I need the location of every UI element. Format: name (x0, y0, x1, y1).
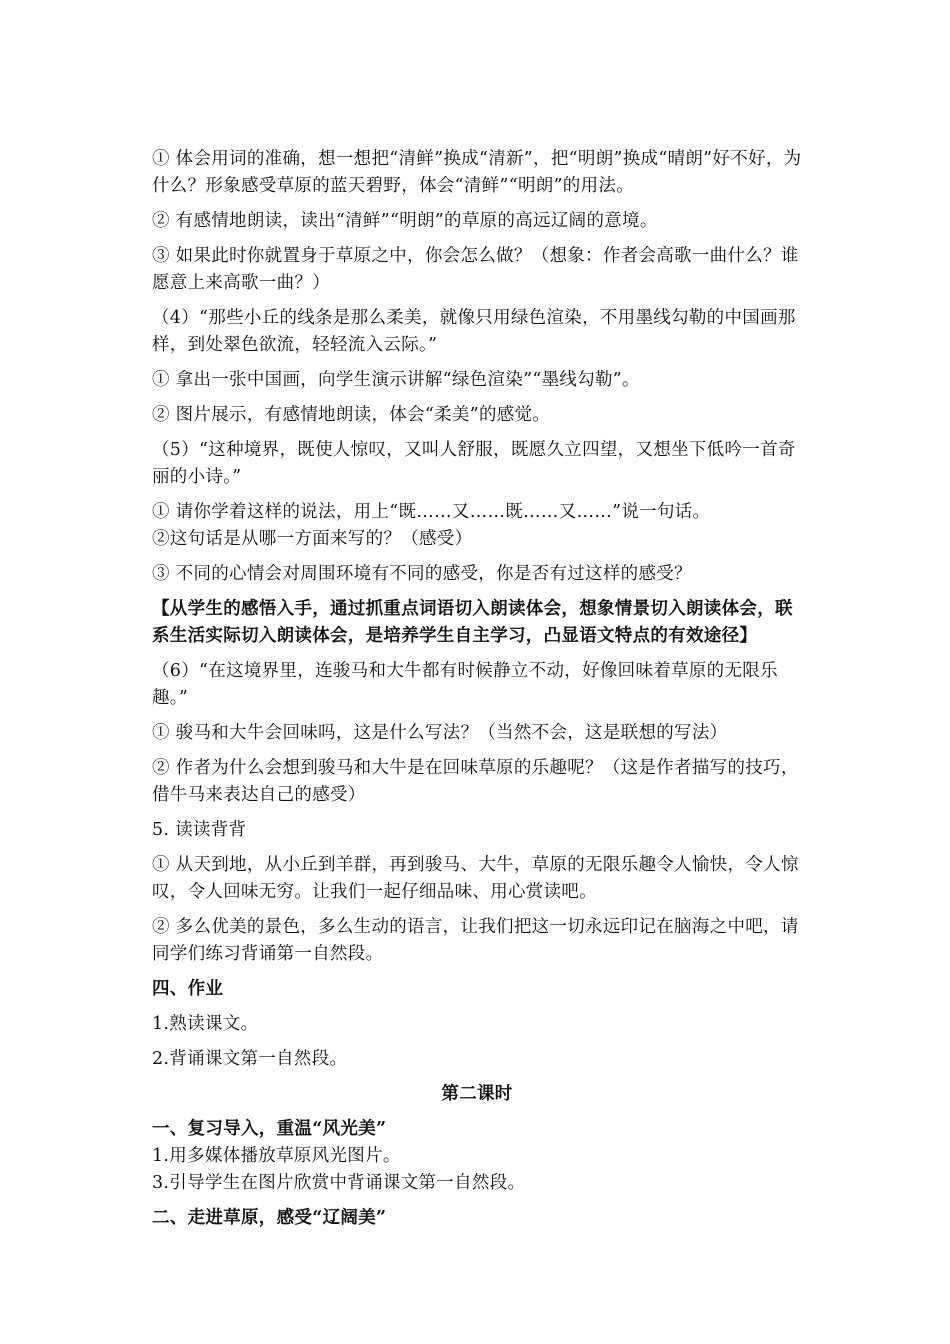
paragraph: ② 图片展示，有感情地朗读，体会“柔美”的感觉。 (152, 405, 551, 425)
paragraph: ③ 如果此时你就置身于草原之中，你会怎么做？（想象：作者会高歌一曲什么？谁愿意上来高歌一曲？） (152, 246, 799, 293)
paragraph: ③ 不同的心情会对周围环境有不同的感受，你是否有过这样的感受？ (152, 564, 692, 584)
paragraph: ① 请你学着这样的说法，用上“既……又……既……又……”说一句话。 (152, 502, 711, 522)
section-heading: 一、复习导入，重温“风光美” (152, 1119, 387, 1139)
list-item: 1.熟读课文。 (152, 1014, 259, 1034)
document-body (152, 146, 802, 1232)
paragraph: ②这句话是从哪一方面来写的？（感受） (152, 529, 473, 549)
paragraph: （6）“在这境界里，连骏马和大牛都有时候静立不动，好像回味着草原的无限乐趣。” (152, 661, 778, 708)
paragraph: （4）“那些小丘的线条是那么柔美，就像只用绿色渲染，不用墨线勾勒的中国画那样，到处翠色欲流，轻轻流入云际。” (152, 308, 796, 355)
section-heading: 四、作业 (152, 979, 224, 999)
paragraph: （5）“这种境界，既使人惊叹，又叫人舒服，既愿久立四望，又想坐下低吟一首奇丽的小诗。” (152, 440, 796, 487)
section-heading: 二、走进草原，感受“辽阔美” (152, 1208, 387, 1228)
paragraph: ① 拿出一张中国画，向学生演示讲解“绿色渲染”“墨线勾勒”。 (152, 370, 640, 390)
paragraph: ① 体会用词的准确，想一想把“清鲜”换成“清新”，把“明朗”换成“晴朗”好不好，为什么？形象感受草原的蓝天碧野，体会“清鲜”“明朗”的用法。 (152, 149, 802, 196)
paragraph: ② 有感情地朗读，读出“清鲜”“明朗”的草原的高远辽阔的意境。 (152, 211, 658, 231)
paragraph: ② 作者为什么会想到骏马和大牛是在回味草原的乐趣呢？（这是作者描写的技巧，借牛马来表达自己的感受） (152, 758, 799, 805)
paragraph: 5. 读读背背 (152, 820, 247, 840)
list-item: 3.引导学生在图片欣赏中背诵课文第一自然段。 (152, 1173, 526, 1193)
teaching-note: 【从学生的感悟入手，通过抓重点词语切入朗读体会，想象情景切入朗读体会，联系生活实际切入朗读体会，是培养学生自主学习，凸显语文特点的有效途径】 (152, 599, 793, 646)
list-item: 2.背诵课文第一自然段。 (152, 1049, 348, 1069)
paragraph: ② 多么优美的景色，多么生动的语言，让我们把这一切永远印记在脑海之中吧，请同学们练习背诵第一自然段。 (152, 917, 799, 964)
list-item: 1.用多媒体播放草原风光图片。 (152, 1146, 401, 1166)
paragraph: ① 从天到地，从小丘到羊群，再到骏马、大牛，草原的无限乐趣令人愉快，令人惊叹，令人回味无穷。让我们一起仔细品味、用心赏读吧。 (152, 855, 799, 902)
paragraph: ① 骏马和大牛会回味吗，这是什么写法？（当然不会，这是联想的写法） (152, 723, 728, 743)
lesson-title: 第二课时 (441, 1084, 513, 1104)
